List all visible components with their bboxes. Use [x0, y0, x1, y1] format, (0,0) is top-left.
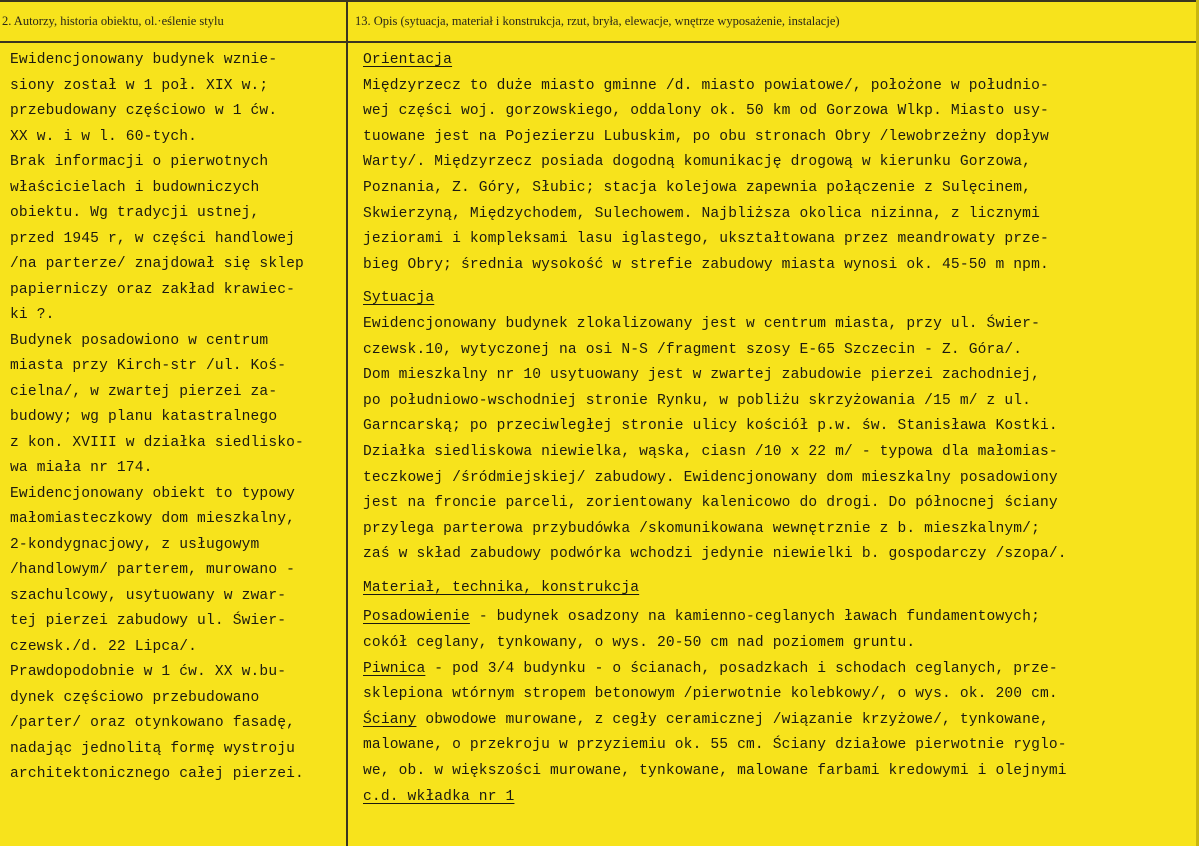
orientacja-line: bieg Obry; średnia wysokość w strefie zabudowy miasta wynosi ok. 45-50 m npm. [363, 256, 1049, 273]
sytuacja-line: Dom mieszkalny nr 10 usytuowany jest w zwartej zabudowie pierzei zachodniej, [363, 367, 1040, 384]
history-line: szachulcowy, usytuowany w zwar- [10, 587, 287, 604]
history-line: nadając jednolitą formę wystroju [10, 740, 296, 757]
right-column-header: 13. Opis (sytuacja, materiał i konstrukcja, rzut, bryła, elewacje, wnętrze wyposażenie, instalacje) [355, 14, 840, 28]
sciany-line-1: Ściany obwodowe murowane, z cegły ceramicznej /wiązanie krzyżowe/, tynkowane, [363, 711, 1049, 728]
history-line: XX w. i w l. 60-tych. [10, 128, 198, 145]
description-text [363, 48, 1193, 810]
sciany-label: Ściany [363, 711, 417, 728]
history-line: miasta przy Kirch-str /ul. Koś- [10, 358, 287, 374]
column-divider [346, 0, 348, 846]
section-heading-material: Materiał, technika, konstrukcja [363, 579, 640, 596]
history-line: przed 1945 r, w części handlowej [10, 230, 296, 247]
sciany-line-2: malowane, o przekroju w przyziemiu ok. 55 cm. Ściany działowe pierwotnie ryglo- [363, 737, 1067, 754]
sytuacja-line: przylega parterowa przybudówka /skomunikowana wewnętrznie z b. mieszkalnym/; [363, 520, 1040, 537]
history-line: wa miała nr 174. [10, 460, 153, 476]
history-line: 2-kondygnacjowy, z usługowym [10, 536, 260, 553]
posadowienie-line-2: cokół ceglany, tynkowany, o wys. 20-50 cm nad poziomem gruntu. [363, 635, 916, 652]
sytuacja-paragraph [363, 312, 1193, 568]
history-line: /na parterze/ znajdował się sklep [10, 256, 304, 272]
history-line: obiektu. Wg tradycji ustnej, [10, 205, 260, 221]
sciany-line-3: we, ob. w większości murowane, tynkowane, malowane farbami kredowymi i olejnymi [363, 763, 1067, 780]
history-line: Brak informacji o pierwotnych [10, 154, 269, 170]
orientacja-paragraph [363, 74, 1193, 279]
orientacja-line: Poznania, Z. Góry, Słubic; stacja kolejowa zapewnia połączenie z Sulęcinem, [363, 179, 1032, 196]
orientacja-line: tuowane jest na Pojezierzu Lubuskim, po obu stronach Obry /lewobrzeżny dopływ [363, 128, 1049, 145]
posadowienie-label: Posadowienie [363, 609, 470, 626]
orientacja-line: wej części woj. gorzowskiego, oddalony ok. 50 km od Gorzowa Wlkp. Miasto usy- [363, 103, 1049, 120]
sytuacja-line: jest na froncie parceli, zorientowany kalenicowo do drogi. Do północnej ściany [363, 495, 1058, 512]
left-column-header: 2. Autorzy, historia obiektu, ol.·eślenie stylu [2, 14, 224, 28]
header-rule [0, 41, 1199, 43]
history-line: /parter/ oraz otynkowano fasadę, [10, 715, 296, 731]
piwnica-label: Piwnica [363, 660, 426, 677]
history-line: z kon. XVIII w działka siedlisko- [10, 434, 304, 451]
sytuacja-line: Ewidencjonowany budynek zlokalizowany jest w centrum miasta, przy ul. Świer- [363, 315, 1040, 332]
history-line: Prawdopodobnie w 1 ćw. XX w.bu- [10, 664, 287, 680]
sytuacja-line: zaś w skład zabudowy podwórka wchodzi jedynie niewielki b. gospodarczy /szopa/. [363, 546, 1067, 563]
orientacja-line: Skwierzyną, Międzychodem, Sulechowem. Najbliższa okolica nizinna, z licznymi [363, 205, 1040, 222]
history-line: Budynek posadowiono w centrum [10, 332, 269, 349]
posadowienie-line-1: Posadowienie - budynek osadzony na kamienno-ceglanych ławach fundamentowych; [363, 609, 1040, 626]
continuation-note: c.d. wkładka nr 1 [363, 788, 515, 805]
orientacja-line: Międzyrzecz to duże miasto gminne /d. miasto powiatowe/, położone w południo- [363, 77, 1049, 94]
history-text [10, 48, 342, 788]
history-line: /handlowym/ parterem, murowano - [10, 562, 296, 578]
sytuacja-line: Działka siedliskowa niewielka, wąska, ciasn /10 x 22 m/ - typowa dla małomias- [363, 443, 1058, 460]
history-line: papierniczy oraz zakład krawiec- [10, 281, 296, 298]
history-line: czewsk./d. 22 Lipca/. [10, 638, 198, 655]
piwnica-line-1: Piwnica - pod 3/4 budynku - o ścianach, posadzkach i schodach ceglanych, prze- [363, 660, 1058, 677]
history-line: przebudowany częściowo w 1 ćw. [10, 103, 278, 119]
history-line: Ewidencjonowany budynek wznie- [10, 52, 278, 68]
history-line: tej pierzei zabudowy ul. Świer- [10, 613, 287, 629]
history-line: ki ?. [10, 307, 55, 323]
piwnica-line-2: sklepiona wtórnym stropem betonowym /pierwotnie kolebkowy/, o wys. ok. 200 cm. [363, 686, 1058, 703]
sytuacja-line: Garncarską; po przeciwległej stronie ulicy kościół p.w. św. Stanisława Kostki. [363, 418, 1058, 435]
sytuacja-line: po południowo-wschodniej stronie Rynku, w pobliżu skrzyżowania /15 m/ z ul. [363, 392, 1032, 409]
section-heading-sytuacja: Sytuacja [363, 290, 435, 307]
history-line: właścicielach i budowniczych [10, 179, 260, 196]
orientacja-line: Warty/. Międzyrzecz posiada dogodną komunikację drogową w kierunku Gorzowa, [363, 154, 1032, 171]
history-line: małomiasteczkowy dom mieszkalny, [10, 511, 296, 527]
history-line: cielna/, w zwartej pierzei za- [10, 383, 278, 400]
top-border [0, 0, 1199, 2]
history-line: architektonicznego całej pierzei. [10, 766, 304, 782]
orientacja-line: jeziorami i kompleksami lasu iglastego, ukształtowana przez meandrowaty prze- [363, 231, 1049, 248]
sytuacja-line: czewsk.10, wytyczonej na osi N-S /fragment szosy E-65 Szczecin - Z. Góra/. [363, 341, 1023, 358]
sytuacja-line: teczkowej /śródmiejskiej/ zabudowy. Ewidencjonowany dom mieszkalny posadowiony [363, 469, 1058, 486]
history-line: budowy; wg planu katastralnego [10, 409, 278, 425]
history-line: siony został w 1 poł. XIX w.; [10, 77, 269, 94]
history-line: Ewidencjonowany obiekt to typowy [10, 485, 296, 502]
history-line: dynek częściowo przebudowano [10, 689, 260, 706]
section-heading-orientacja: Orientacja [363, 52, 453, 68]
